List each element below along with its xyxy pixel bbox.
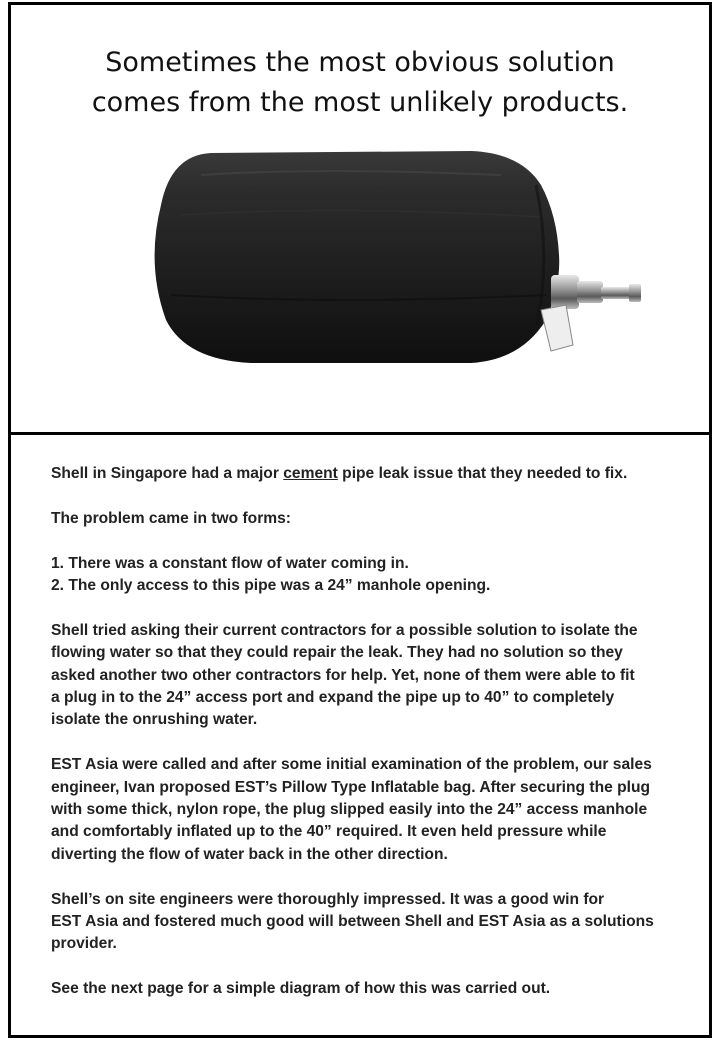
headline-line-2: comes from the most unlikely products. <box>91 87 629 118</box>
valve-stem <box>601 287 631 299</box>
solution-line: engineer, Ivan proposed EST’s Pillow Type Inflatable bag. After securing the plug <box>51 778 651 796</box>
attempt-paragraph <box>51 620 691 732</box>
solution-line: and comfortably inflated up to the 40” required. It even held pressure while <box>51 823 607 841</box>
bag-body <box>155 151 560 363</box>
problem-item-1: 1. There was a constant flow of water coming in. <box>51 554 409 572</box>
attempt-line: a plug in to the 24” access port and expand the pipe up to 40” to completely <box>51 689 615 707</box>
problem-item-2: 2. The only access to this pipe was a 24” manhole opening. <box>51 577 491 594</box>
headline <box>11 43 709 123</box>
problem-heading: The problem came in two forms: <box>51 509 292 527</box>
attempt-line: flowing water so that they could repair the leak. They had no solution so they <box>51 644 623 662</box>
solution-line: diverting the flow of water back in the other direction. <box>51 845 448 863</box>
attempt-line: Shell tried asking their current contractors for a possible solution to isolate the <box>51 621 638 639</box>
intro-paragraph <box>51 463 691 485</box>
attempt-line: asked another two other contractors for help. Yet, none of them were able to fit <box>51 666 635 684</box>
outcome-line: EST Asia and fostered much good will between Shell and EST Asia as a solutions <box>51 913 654 931</box>
solution-line: EST Asia were called and after some initial examination of the problem, our sales <box>51 756 652 774</box>
intro-after: pipe leak issue that they needed to fix. <box>337 465 628 482</box>
closing-line: See the next page for a simple diagram of how this was carried out. <box>51 980 551 998</box>
outcome-paragraph <box>51 889 691 956</box>
article-panel <box>8 432 712 1038</box>
solution-line: with some thick, nylon rope, the plug slipped easily into the 24” access manhole <box>51 801 648 819</box>
outcome-line: provider. <box>51 935 117 953</box>
headline-line-1: Sometimes the most obvious solution <box>105 47 615 78</box>
inflatable-pipe-plug-icon <box>141 145 661 375</box>
attempt-line: isolate the onrushing water. <box>51 711 258 729</box>
problem-list <box>51 553 691 598</box>
tag <box>541 305 573 351</box>
outcome-line: Shell’s on site engineers were thoroughly impressed. It was a good win for <box>51 890 605 908</box>
intro-underlined: cement <box>283 465 338 482</box>
valve-tip <box>629 284 641 302</box>
article-body <box>51 463 691 1023</box>
image-panel <box>8 2 712 435</box>
valve-collar <box>551 275 579 309</box>
valve-body <box>577 281 603 303</box>
solution-paragraph <box>51 754 691 866</box>
intro-before: Shell in Singapore had a major <box>51 465 284 482</box>
